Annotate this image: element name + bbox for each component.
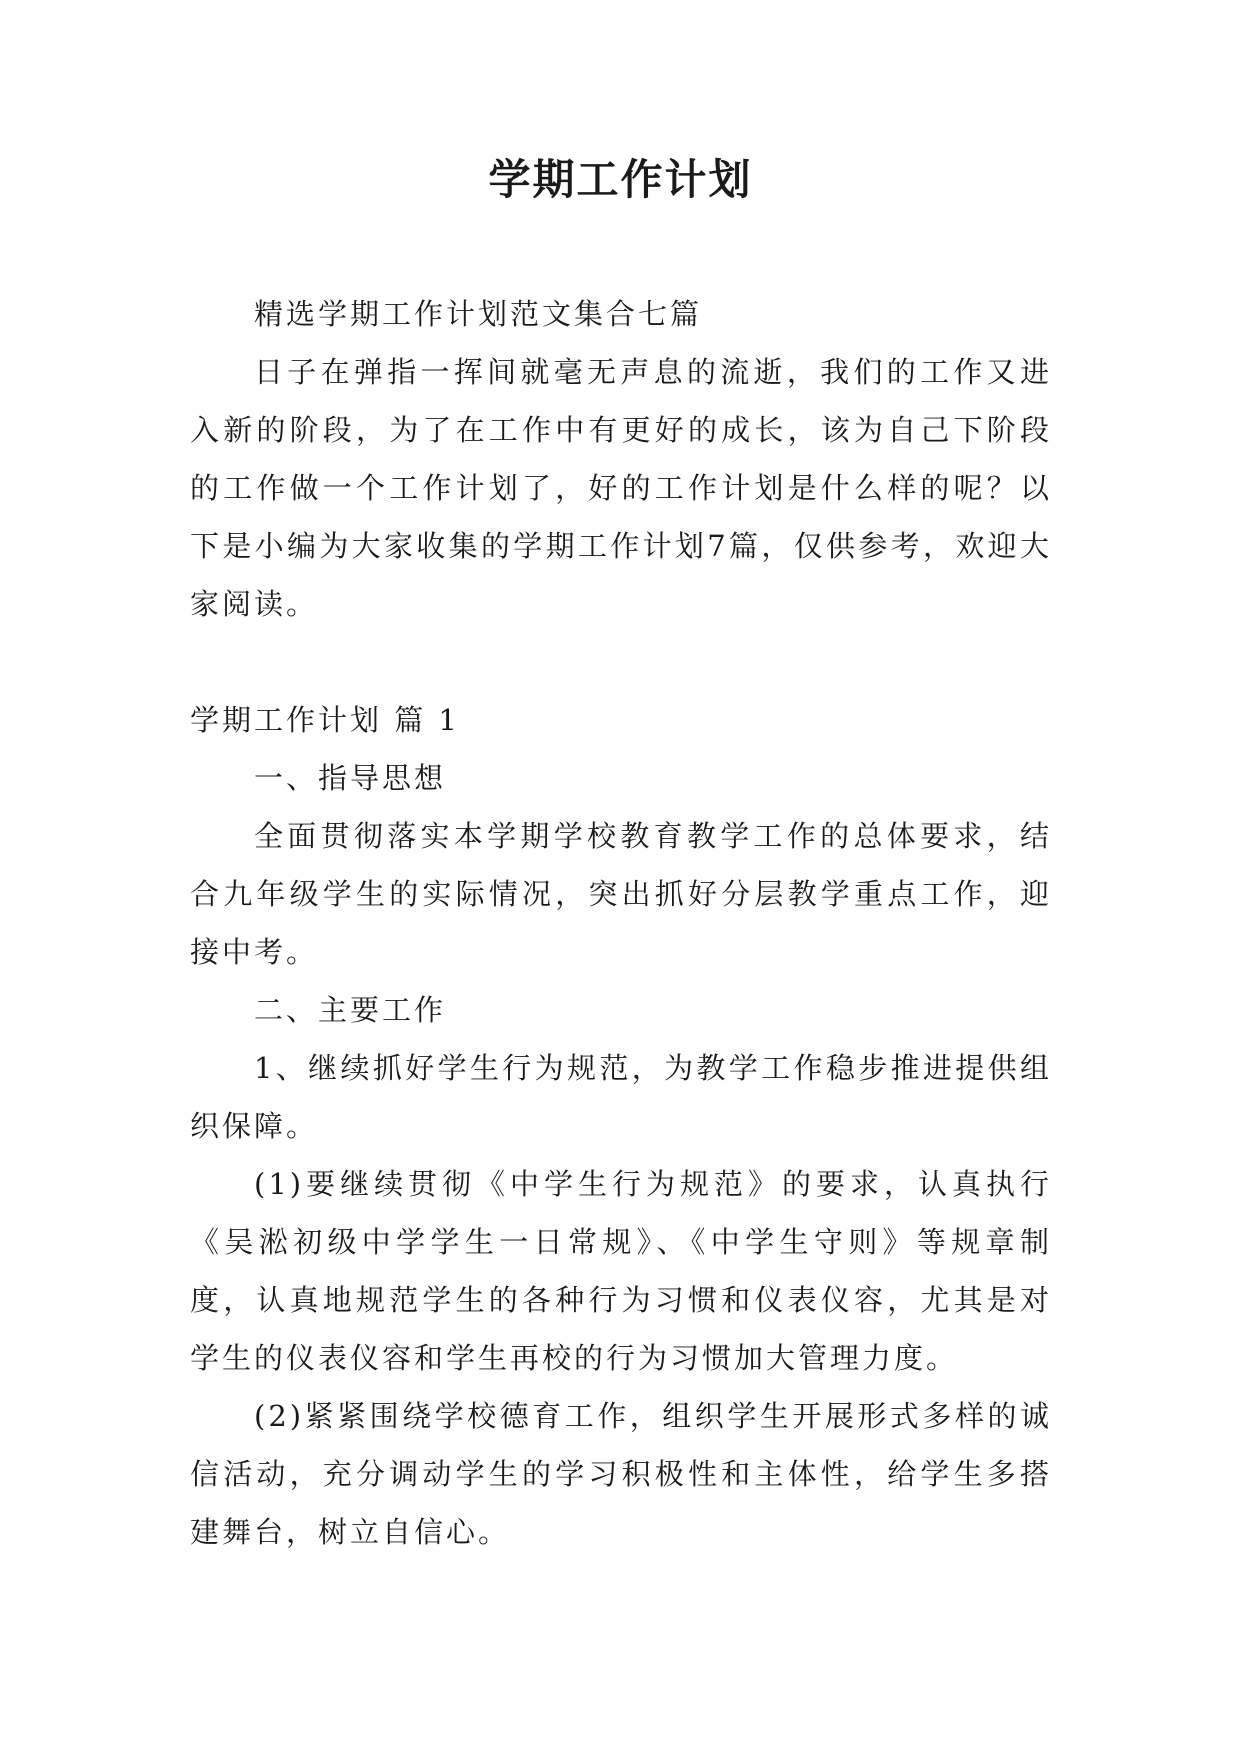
heading-guiding-thought: 一、指导思想 — [254, 761, 447, 795]
heading-main-work: 二、主要工作 — [254, 993, 447, 1027]
paragraph-work-item-1: 1、继续抓好学生行为规范，为教学工作稳步推进提供组织保障。 — [190, 1051, 1052, 1143]
intro-paragraph: 日子在弹指一挥间就毫无声息的流逝，我们的工作又进入新的阶段，为了在工作中有更好的成长，该为自己下阶段的工作做一个工作计划了，好的工作计划是什么样的呢？以下是小编为大家收集的学期工作计划7篇，仅供参考，欢迎大家阅读。 — [190, 355, 1052, 621]
paragraph-work-item-1-1: (1)要继续贯彻《中学生行为规范》的要求，认真执行《吴淞初级中学学生一日常规》、《中学生守则》等规章制度，认真地规范学生的各种行为习惯和仪表仪容，尤其是对学生的仪表仪容和学生再校的行为习惯加大管理力度。 — [190, 1167, 1052, 1375]
document-body — [190, 285, 1052, 1561]
subtitle-paragraph: 精选学期工作计划范文集合七篇 — [254, 297, 703, 331]
document-title: 学期工作计划 — [488, 155, 753, 204]
paragraph-gap — [190, 633, 1052, 691]
paragraph-work-item-1-2: (2)紧紧围绕学校德育工作，组织学生开展形式多样的诚信活动，充分调动学生的学习积极性和主体性，给学生多搭建舞台，树立自信心。 — [190, 1399, 1052, 1549]
section-heading: 学期工作计划 篇 1 — [190, 703, 460, 737]
paragraph-guiding-thought: 全面贯彻落实本学期学校教育教学工作的总体要求，结合九年级学生的实际情况，突出抓好分层教学重点工作，迎接中考。 — [190, 819, 1052, 969]
